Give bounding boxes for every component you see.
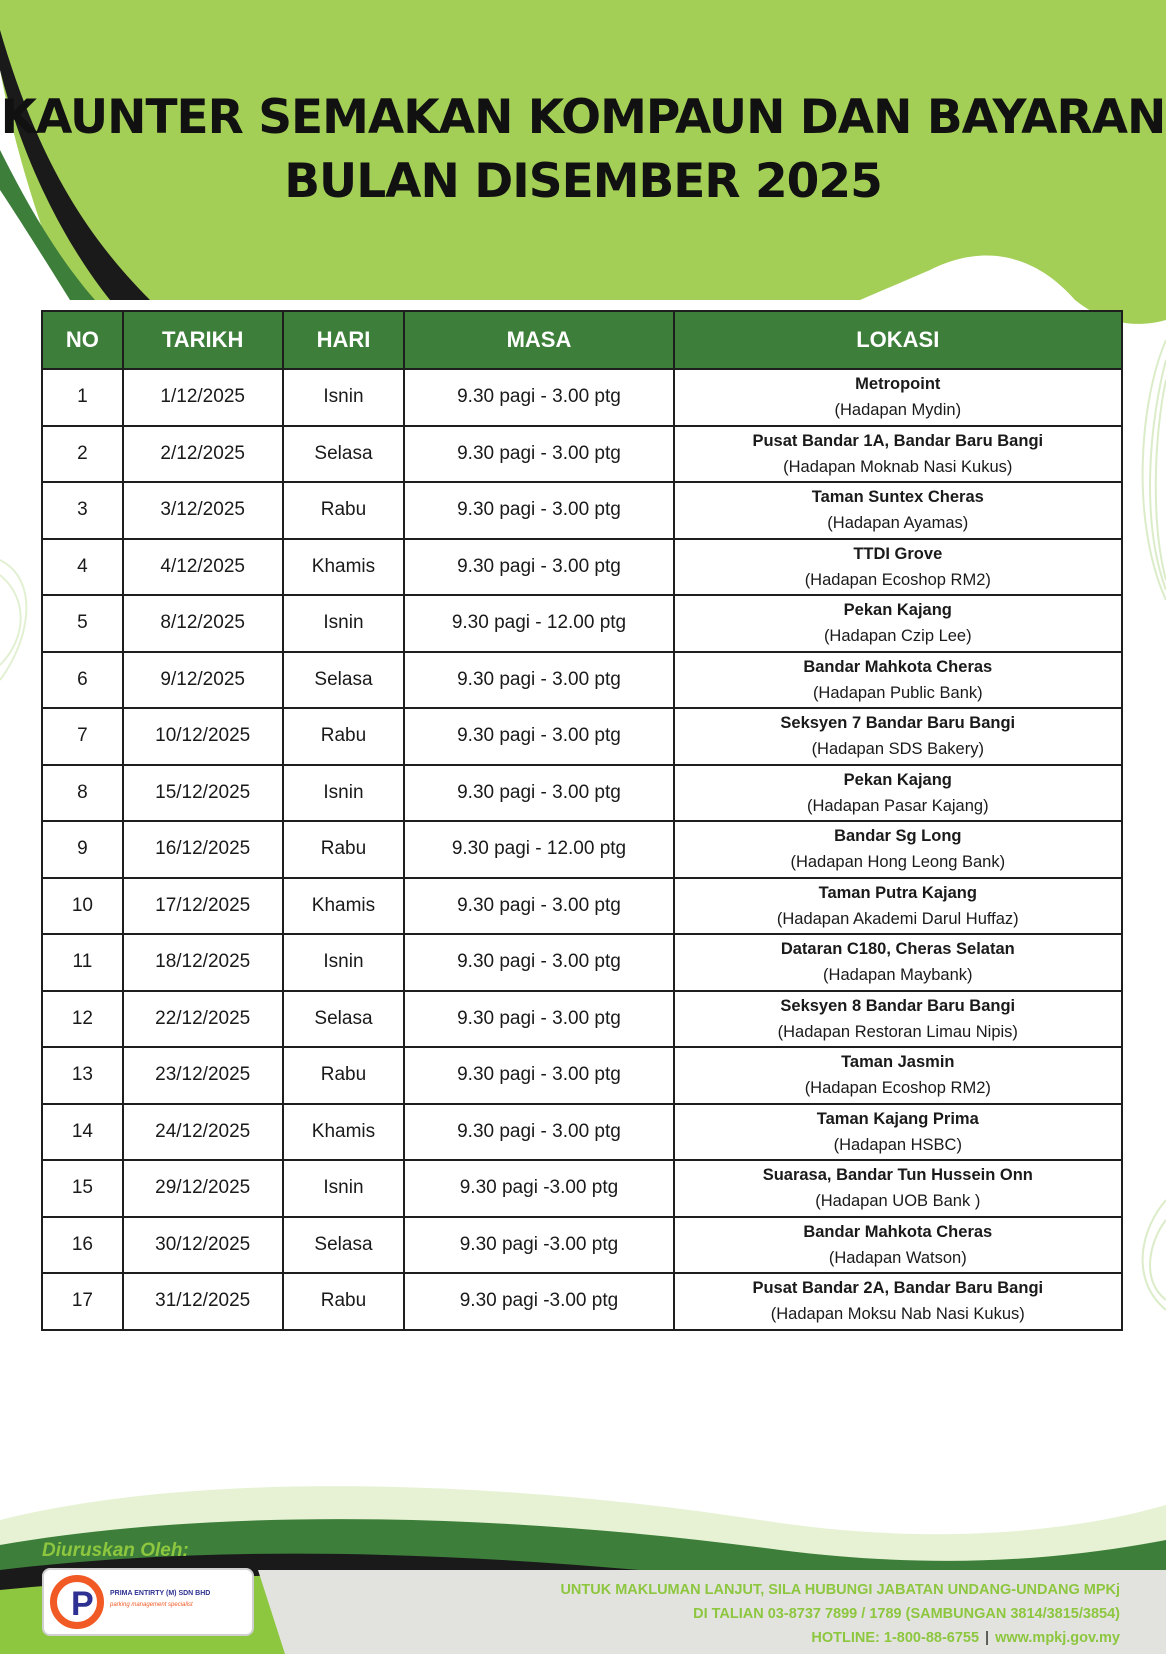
location-name: Taman Putra Kajang — [818, 883, 977, 902]
table-row — [42, 765, 1122, 822]
cell-hari: Khamis — [283, 878, 405, 935]
location-name: Bandar Sg Long — [834, 827, 962, 846]
cell-hari: Selasa — [283, 652, 405, 709]
title-line-2: BULAN DISEMBER 2025 — [284, 154, 882, 209]
table-row — [42, 821, 1122, 878]
cell-lokasi — [674, 1273, 1122, 1330]
location-detail: (Hadapan Restoran Limau Nipis) — [777, 1022, 1018, 1041]
contact-separator: | — [985, 1630, 990, 1646]
location-name: Taman Jasmin — [841, 1053, 955, 1072]
location-detail: (Hadapan Czip Lee) — [823, 627, 972, 646]
table-row — [42, 1104, 1122, 1161]
location-detail: (Hadapan Ayamas) — [827, 514, 969, 533]
cell-lokasi — [674, 482, 1122, 539]
location-name: Bandar Mahkota Cheras — [803, 657, 993, 676]
cell-tarikh: 1/12/2025 — [123, 369, 283, 426]
header-masa: MASA — [404, 311, 673, 369]
cell-no: 16 — [42, 1217, 123, 1274]
cell-masa: 9.30 pagi - 3.00 ptg — [404, 426, 673, 483]
cell-lokasi — [674, 1160, 1122, 1217]
table-body — [42, 369, 1122, 1330]
location-detail: (Hadapan Public Bank) — [812, 683, 983, 702]
cell-lokasi — [674, 595, 1122, 652]
cell-tarikh: 23/12/2025 — [123, 1047, 283, 1104]
contact-line-3 — [560, 1626, 1120, 1650]
cell-no: 14 — [42, 1104, 123, 1161]
cell-lokasi — [674, 821, 1122, 878]
cell-no: 2 — [42, 426, 123, 483]
cell-lokasi — [674, 539, 1122, 596]
location-name: Metropoint — [855, 375, 941, 394]
logo-tagline: parking management specialist — [110, 1602, 193, 1608]
cell-no: 12 — [42, 991, 123, 1048]
location-detail: (Hadapan Ecoshop RM2) — [804, 1079, 991, 1098]
header-no: NO — [42, 311, 123, 369]
page-title — [0, 86, 1166, 214]
cell-tarikh: 4/12/2025 — [123, 539, 283, 596]
cell-tarikh: 18/12/2025 — [123, 934, 283, 991]
cell-masa: 9.30 pagi - 3.00 ptg — [404, 991, 673, 1048]
location-name: Suarasa, Bandar Tun Hussein Onn — [762, 1166, 1033, 1185]
cell-tarikh: 9/12/2025 — [123, 652, 283, 709]
cell-hari: Isnin — [283, 934, 405, 991]
cell-no: 9 — [42, 821, 123, 878]
cell-masa: 9.30 pagi - 12.00 ptg — [404, 595, 673, 652]
location-name: Bandar Mahkota Cheras — [803, 1222, 993, 1241]
cell-tarikh: 24/12/2025 — [123, 1104, 283, 1161]
location-detail: (Hadapan Moksu Nab Nasi Kukus) — [770, 1305, 1025, 1324]
cell-masa: 9.30 pagi - 3.00 ptg — [404, 539, 673, 596]
cell-masa: 9.30 pagi -3.00 ptg — [404, 1217, 673, 1274]
cell-hari: Khamis — [283, 539, 405, 596]
cell-lokasi — [674, 765, 1122, 822]
website-link[interactable]: www.mpkj.gov.my — [995, 1630, 1120, 1646]
logo-company-name: PRIMA ENTIRTY (M) SDN BHD — [110, 1590, 211, 1597]
cell-no: 3 — [42, 482, 123, 539]
cell-lokasi — [674, 991, 1122, 1048]
cell-masa: 9.30 pagi - 3.00 ptg — [404, 708, 673, 765]
hotline: HOTLINE: 1-800-88-6755 — [811, 1630, 980, 1646]
location-detail: (Hadapan Mydin) — [834, 401, 962, 420]
cell-tarikh: 2/12/2025 — [123, 426, 283, 483]
location-detail: (Hadapan Moknab Nasi Kukus) — [783, 457, 1013, 476]
cell-tarikh: 31/12/2025 — [123, 1273, 283, 1330]
location-detail: (Hadapan Hong Leong Bank) — [790, 853, 1006, 872]
location-detail: (Hadapan HSBC) — [833, 1135, 962, 1154]
cell-tarikh: 17/12/2025 — [123, 878, 283, 935]
logo-letter: P — [71, 1585, 94, 1623]
cell-masa: 9.30 pagi - 3.00 ptg — [404, 369, 673, 426]
cell-no: 15 — [42, 1160, 123, 1217]
cell-tarikh: 8/12/2025 — [123, 595, 283, 652]
cell-lokasi — [674, 369, 1122, 426]
cell-no: 7 — [42, 708, 123, 765]
cell-masa: 9.30 pagi - 3.00 ptg — [404, 878, 673, 935]
table-row — [42, 878, 1122, 935]
cell-masa: 9.30 pagi - 3.00 ptg — [404, 765, 673, 822]
cell-lokasi — [674, 1104, 1122, 1161]
cell-lokasi — [674, 878, 1122, 935]
cell-hari: Rabu — [283, 1047, 405, 1104]
cell-tarikh: 15/12/2025 — [123, 765, 283, 822]
table-row — [42, 1047, 1122, 1104]
cell-tarikh: 29/12/2025 — [123, 1160, 283, 1217]
table-row — [42, 652, 1122, 709]
cell-no: 10 — [42, 878, 123, 935]
cell-masa: 9.30 pagi -3.00 ptg — [404, 1273, 673, 1330]
table-row — [42, 991, 1122, 1048]
cell-hari: Khamis — [283, 1104, 405, 1161]
table-row — [42, 369, 1122, 426]
cell-hari: Rabu — [283, 482, 405, 539]
cell-masa: 9.30 pagi - 12.00 ptg — [404, 821, 673, 878]
managed-by-label: Diuruskan Oleh: — [42, 1540, 189, 1561]
location-name: Seksyen 8 Bandar Baru Bangi — [780, 996, 1016, 1015]
cell-masa: 9.30 pagi -3.00 ptg — [404, 1160, 673, 1217]
cell-hari: Isnin — [283, 765, 405, 822]
cell-masa: 9.30 pagi - 3.00 ptg — [404, 652, 673, 709]
table-row — [42, 708, 1122, 765]
table-row — [42, 1160, 1122, 1217]
location-detail: (Hadapan Maybank) — [823, 966, 973, 985]
left-stripes — [0, 560, 26, 680]
location-detail: (Hadapan Akademi Darul Huffaz) — [776, 909, 1019, 928]
cell-hari: Isnin — [283, 1160, 405, 1217]
cell-masa: 9.30 pagi - 3.00 ptg — [404, 934, 673, 991]
location-name: Pusat Bandar 2A, Bandar Baru Bangi — [752, 1279, 1044, 1298]
cell-no: 1 — [42, 369, 123, 426]
logo-circle-icon — [50, 1575, 104, 1629]
cell-hari: Selasa — [283, 1217, 405, 1274]
cell-no: 4 — [42, 539, 123, 596]
title-line-1: KAUNTER SEMAKAN KOMPAUN DAN BAYARAN — [0, 90, 1166, 145]
table-row — [42, 426, 1122, 483]
cell-tarikh: 3/12/2025 — [123, 482, 283, 539]
table-row — [42, 482, 1122, 539]
cell-lokasi — [674, 1217, 1122, 1274]
location-name: TTDI Grove — [853, 544, 943, 563]
cell-no: 8 — [42, 765, 123, 822]
header-hari: HARI — [283, 311, 405, 369]
location-name: Taman Kajang Prima — [816, 1109, 979, 1128]
cell-lokasi — [674, 708, 1122, 765]
cell-no: 11 — [42, 934, 123, 991]
table-header-row — [42, 311, 1122, 369]
contact-line-2: DI TALIAN 03-8737 7899 / 1789 (SAMBUNGAN 3814/3815/3854) — [693, 1606, 1120, 1622]
cell-tarikh: 22/12/2025 — [123, 991, 283, 1048]
company-logo — [42, 1568, 254, 1636]
contact-info — [560, 1578, 1120, 1650]
location-name: Taman Suntex Cheras — [811, 488, 984, 507]
cell-no: 17 — [42, 1273, 123, 1330]
cell-hari: Isnin — [283, 595, 405, 652]
cell-lokasi — [674, 1047, 1122, 1104]
cell-tarikh: 30/12/2025 — [123, 1217, 283, 1274]
cell-no: 6 — [42, 652, 123, 709]
cell-tarikh: 16/12/2025 — [123, 821, 283, 878]
location-detail: (Hadapan Ecoshop RM2) — [804, 570, 991, 589]
table-row — [42, 934, 1122, 991]
table-row — [42, 1217, 1122, 1274]
cell-tarikh: 10/12/2025 — [123, 708, 283, 765]
right-stripes — [1143, 340, 1166, 1310]
cell-hari: Rabu — [283, 821, 405, 878]
location-detail: (Hadapan UOB Bank ) — [815, 1192, 981, 1211]
location-name: Pusat Bandar 1A, Bandar Baru Bangi — [752, 431, 1044, 450]
contact-line-1: UNTUK MAKLUMAN LANJUT, SILA HUBUNGI JABATAN UNDANG-UNDANG MPKj — [560, 1582, 1120, 1598]
table-row — [42, 539, 1122, 596]
location-name: Dataran C180, Cheras Selatan — [780, 940, 1015, 959]
cell-hari: Rabu — [283, 708, 405, 765]
header-tarikh: TARIKH — [123, 311, 283, 369]
table-row — [42, 595, 1122, 652]
table-row — [42, 1273, 1122, 1330]
cell-masa: 9.30 pagi - 3.00 ptg — [404, 1047, 673, 1104]
cell-hari: Rabu — [283, 1273, 405, 1330]
location-name: Pekan Kajang — [843, 770, 952, 789]
cell-lokasi — [674, 652, 1122, 709]
location-name: Pekan Kajang — [843, 601, 952, 620]
schedule-table — [41, 310, 1123, 1331]
cell-masa: 9.30 pagi - 3.00 ptg — [404, 482, 673, 539]
location-detail: (Hadapan Pasar Kajang) — [806, 796, 989, 815]
cell-lokasi — [674, 426, 1122, 483]
cell-lokasi — [674, 934, 1122, 991]
cell-hari: Selasa — [283, 426, 405, 483]
cell-no: 5 — [42, 595, 123, 652]
cell-hari: Selasa — [283, 991, 405, 1048]
header-lokasi: LOKASI — [674, 311, 1122, 369]
cell-masa: 9.30 pagi - 3.00 ptg — [404, 1104, 673, 1161]
location-detail: (Hadapan SDS Bakery) — [811, 740, 984, 759]
cell-hari: Isnin — [283, 369, 405, 426]
cell-no: 13 — [42, 1047, 123, 1104]
location-name: Seksyen 7 Bandar Baru Bangi — [780, 714, 1016, 733]
location-detail: (Hadapan Watson) — [828, 1248, 967, 1267]
